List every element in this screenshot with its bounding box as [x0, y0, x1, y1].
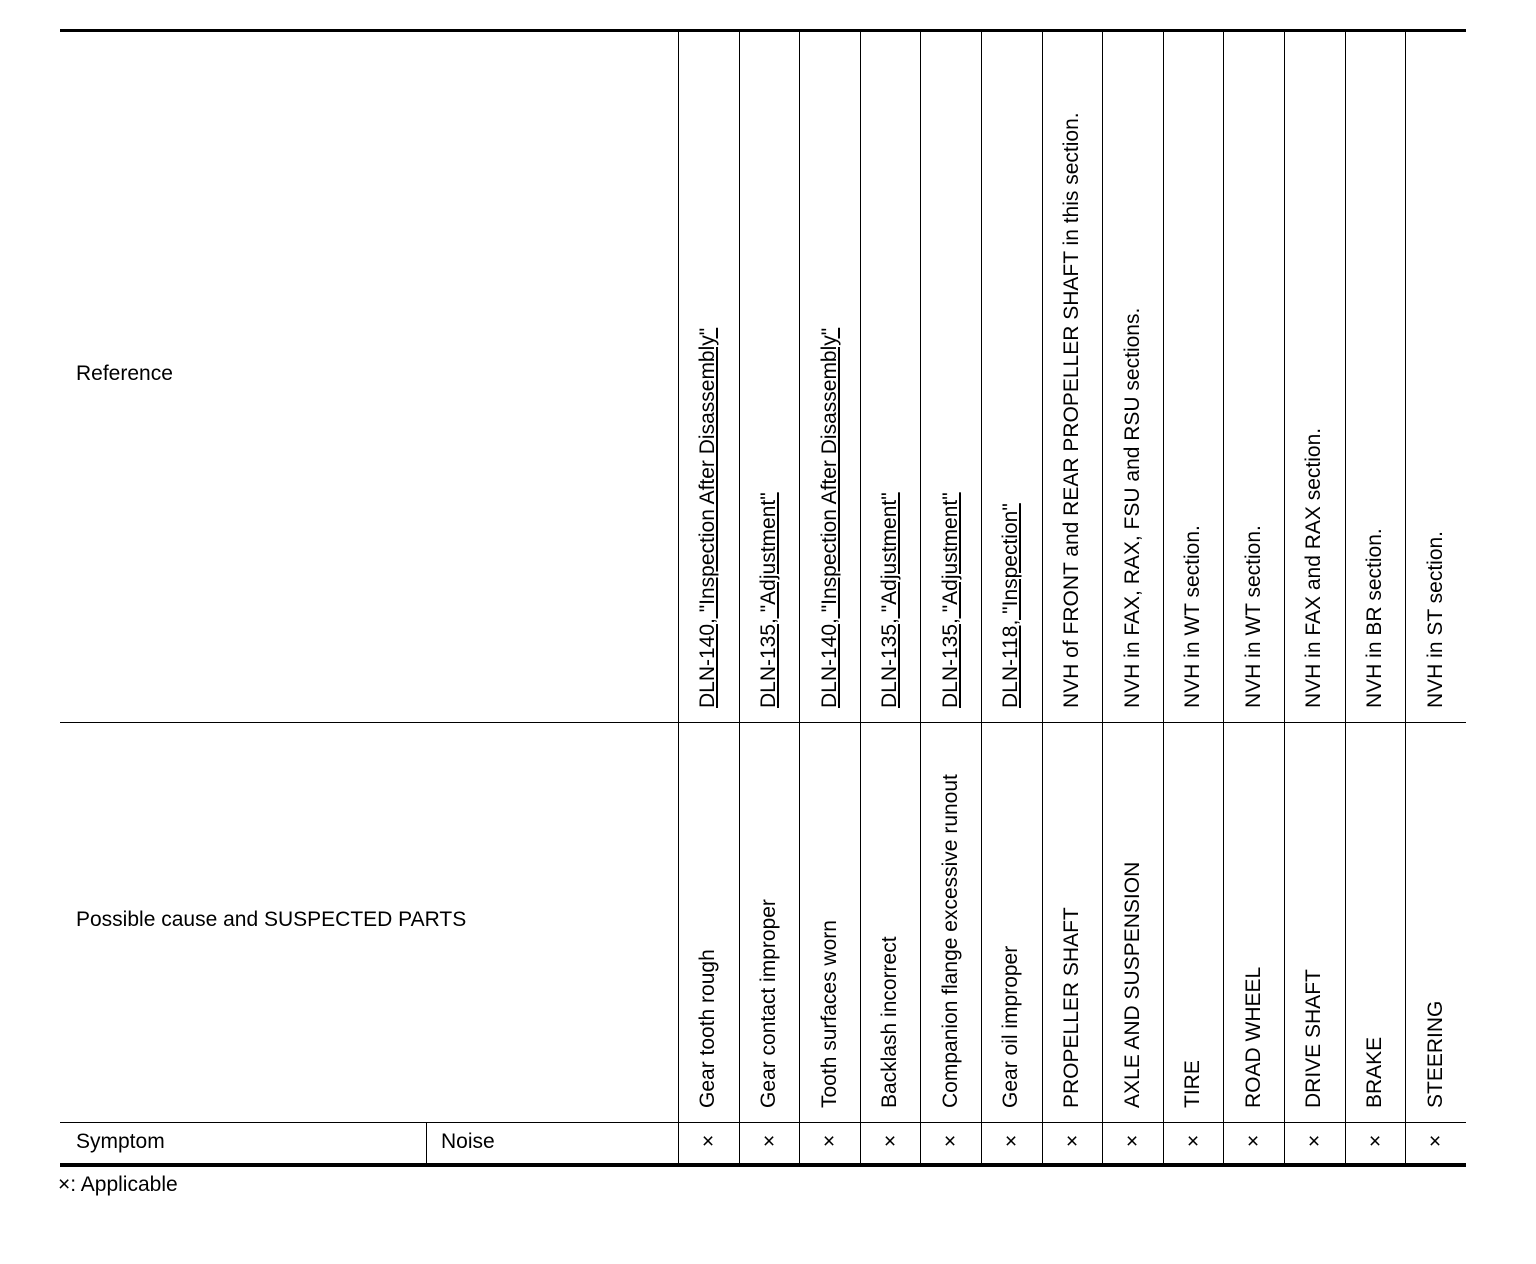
suspected-part-cell: PROPELLER SHAFT: [1060, 907, 1083, 1108]
symptom-noise-divider: [426, 1122, 427, 1165]
footnote-applicable: ×: Applicable: [58, 1173, 178, 1196]
noise-applicable-mark: ×: [1186, 1130, 1200, 1153]
reference-row-divider: [60, 722, 1466, 723]
noise-label: Noise: [441, 1130, 495, 1153]
reference-cell[interactable]: DLN-135, "Adjustment": [939, 492, 962, 708]
noise-applicable-mark: ×: [943, 1130, 957, 1153]
noise-applicable-mark: ×: [1368, 1130, 1382, 1153]
reference-cell[interactable]: DLN-118, "Inspection": [999, 503, 1022, 708]
column-divider: [678, 31, 679, 1165]
reference-cell: NVH in FAX, RAX, FSU and RSU sections.: [1121, 307, 1144, 708]
column-divider: [1405, 31, 1406, 1165]
column-divider: [860, 31, 861, 1165]
symptom-label: Symptom: [76, 1130, 165, 1153]
suspected-part-cell: Gear tooth rough: [696, 949, 719, 1108]
column-divider: [1284, 31, 1285, 1165]
suspected-part-cell: AXLE AND SUSPENSION: [1121, 861, 1144, 1108]
noise-applicable-mark: ×: [822, 1130, 836, 1153]
column-divider: [799, 31, 800, 1165]
noise-applicable-mark: ×: [1065, 1130, 1079, 1153]
reference-row-label: Reference: [76, 362, 173, 385]
reference-cell: NVH in ST section.: [1424, 530, 1447, 708]
suspected-part-cell: Tooth surfaces worn: [818, 920, 841, 1108]
reference-cell[interactable]: DLN-135, "Adjustment": [878, 492, 901, 708]
reference-cell[interactable]: DLN-135, "Adjustment": [757, 492, 780, 708]
noise-applicable-mark: ×: [762, 1130, 776, 1153]
column-divider: [739, 31, 740, 1165]
reference-cell: NVH in WT section.: [1181, 525, 1204, 708]
suspected-part-cell: TIRE: [1181, 1060, 1204, 1108]
noise-applicable-mark: ×: [1307, 1130, 1321, 1153]
noise-applicable-mark: ×: [1246, 1130, 1260, 1153]
cause-row-divider: [60, 1122, 1466, 1123]
column-divider: [981, 31, 982, 1165]
suspected-part-cell: STEERING: [1424, 1000, 1447, 1108]
suspected-part-cell: Backlash incorrect: [878, 936, 901, 1108]
table-top-border: [60, 29, 1466, 32]
suspected-part-cell: BRAKE: [1363, 1036, 1386, 1108]
table-bottom-border: [60, 1163, 1466, 1167]
suspected-part-cell: Companion flange excessive runout: [939, 774, 962, 1108]
reference-cell[interactable]: DLN-140, "Inspection After Disassembly": [696, 327, 719, 708]
column-divider: [1223, 31, 1224, 1165]
noise-applicable-mark: ×: [1428, 1130, 1442, 1153]
reference-cell: NVH in FAX and RAX section.: [1302, 427, 1325, 708]
reference-cell: NVH in BR section.: [1363, 528, 1386, 708]
column-divider: [1042, 31, 1043, 1165]
column-divider: [920, 31, 921, 1165]
suspected-part-cell: DRIVE SHAFT: [1302, 969, 1325, 1108]
suspected-part-cell: ROAD WHEEL: [1242, 966, 1265, 1108]
possible-cause-row-label: Possible cause and SUSPECTED PARTS: [76, 908, 467, 931]
reference-cell: NVH of FRONT and REAR PROPELLER SHAFT in this section.: [1060, 112, 1083, 708]
noise-applicable-mark: ×: [1004, 1130, 1018, 1153]
reference-cell: NVH in WT section.: [1242, 525, 1265, 708]
noise-applicable-mark: ×: [883, 1130, 897, 1153]
noise-applicable-mark: ×: [1125, 1130, 1139, 1153]
suspected-part-cell: Gear contact improper: [757, 899, 780, 1108]
noise-applicable-mark: ×: [701, 1130, 715, 1153]
column-divider: [1102, 31, 1103, 1165]
column-divider: [1163, 31, 1164, 1165]
suspected-part-cell: Gear oil improper: [999, 945, 1022, 1108]
column-divider: [1345, 31, 1346, 1165]
reference-cell[interactable]: DLN-140, "Inspection After Disassembly": [818, 327, 841, 708]
